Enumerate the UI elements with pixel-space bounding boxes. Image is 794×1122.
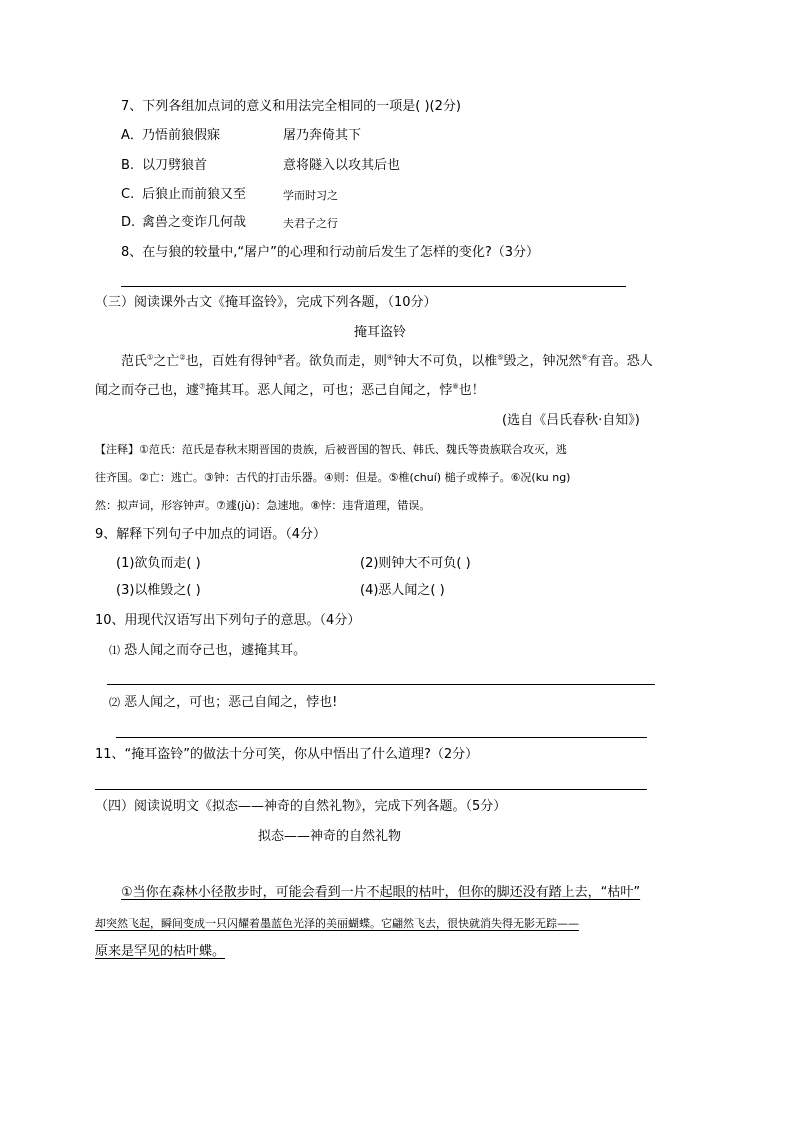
q7-option-b-right: 意将隧入以攻其后也 (283, 158, 401, 173)
q10-stem: 10、用现代汉语写出下列句子的意思。（4分） (95, 613, 361, 628)
q10-answer-line-2 (116, 737, 647, 738)
q9-item-1: (1)欲负而走( ) (116, 556, 201, 571)
q7-option-d-left: 禽兽之变诈几何哉 (142, 215, 247, 230)
section3-source: (选自《吕氏春秋·自知》) (502, 413, 640, 428)
q9-item-2: (2)则钟大不可负( ) (360, 556, 471, 571)
section4-paragraph-line-1: ①当你在森林小径散步时，可能会看到一片不起眼的枯叶，但你的脚还没有踏上去，“枯叶” (121, 885, 641, 900)
q7-option-a-right: 屠乃奔倚其下 (283, 128, 362, 143)
q7-option-d-right: 夫君子之行 (283, 217, 338, 230)
section3-note-line-1: 【注释】①范氏：范氏是春秋末期晋国的贵族，后被晋国的智氏、韩氏、魏氏等贵族联合攻灭，逃 (95, 443, 567, 456)
q10-answer-line-1 (107, 684, 655, 685)
section4-paragraph-line-3: 原来是罕见的枯叶蝶。 (95, 944, 226, 959)
q9-item-4: (4)恶人闻之( ) (360, 583, 445, 598)
section4-title: 拟态——神奇的自然礼物 (258, 829, 402, 844)
q7-option-b-label: B. (121, 158, 135, 173)
section4-paragraph-line-2: 却突然飞起，瞬间变成一只闪耀着墨蓝色光泽的美丽蝴蝶。它翩然飞去，很快就消失得无影无踪—— (95, 917, 579, 930)
q7-option-d-label: D. (121, 215, 136, 230)
section3-heading: （三）阅读课外古文《掩耳盗铃》，完成下列各题，（10分） (95, 295, 437, 310)
q7-option-a-left: 乃悟前狼假寐 (142, 128, 221, 143)
q9-item-3: (3)以椎毁之( ) (116, 583, 201, 598)
section3-title: 掩耳盗铃 (354, 325, 407, 340)
q7-option-c-right: 学而时习之 (283, 189, 338, 202)
section3-paragraph-line-2: 闻之而夺己也，遽⑦掩其耳。恶人闻之，可也；恶己自闻之，悖⑧也！ (95, 382, 485, 398)
q7-option-c-label: C. (121, 187, 135, 202)
section3-paragraph-line-1: 范氏①之亡②也，百姓有得钟③者。欲负而走，则④钟大不可负，以椎⑤毁之，钟况然⑥有音。恐人 (121, 353, 653, 369)
q8-stem: 8、在与狼的较量中,“屠户”的心理和行动前后发生了怎样的变化?（3分） (121, 245, 540, 260)
section3-note-line-2: 往齐国。②亡：逃亡。③钟：古代的打击乐器。④则：但是。⑤椎(chuí) 槌子或棒子。⑥况(ku ng) (95, 471, 571, 484)
q9-stem: 9、解释下列句子中加点的词语。（4分） (95, 527, 327, 542)
q7-option-c-left: 后狼止而前狼又至 (142, 187, 247, 202)
q11-stem: 11、“掩耳盗铃”的做法十分可笑，你从中悟出了什么道理?（2分） (95, 747, 479, 762)
section4-heading: （四）阅读说明文《拟态——神奇的自然礼物》，完成下列各题。（5分） (95, 799, 507, 814)
q10-item-2: ⑵ 恶人闻之，可也；恶己自闻之，悖也! (109, 695, 338, 710)
q8-answer-line (121, 286, 626, 287)
q11-answer-line (95, 789, 647, 790)
q7-option-b-left: 以刀劈狼首 (142, 158, 208, 173)
section3-note-line-3: 然：拟声词，形容钟声。⑦遽(jù)：急速地。⑧悖：违背道理，错误。 (95, 499, 431, 512)
q7-option-a-label: A． (121, 128, 143, 143)
q10-item-1: ⑴ 恐人闻之而夺己也，遽掩其耳。 (109, 643, 307, 658)
q7-stem: 7、下列各组加点词的意义和用法完全相同的一项是( )(2分) (121, 99, 461, 114)
